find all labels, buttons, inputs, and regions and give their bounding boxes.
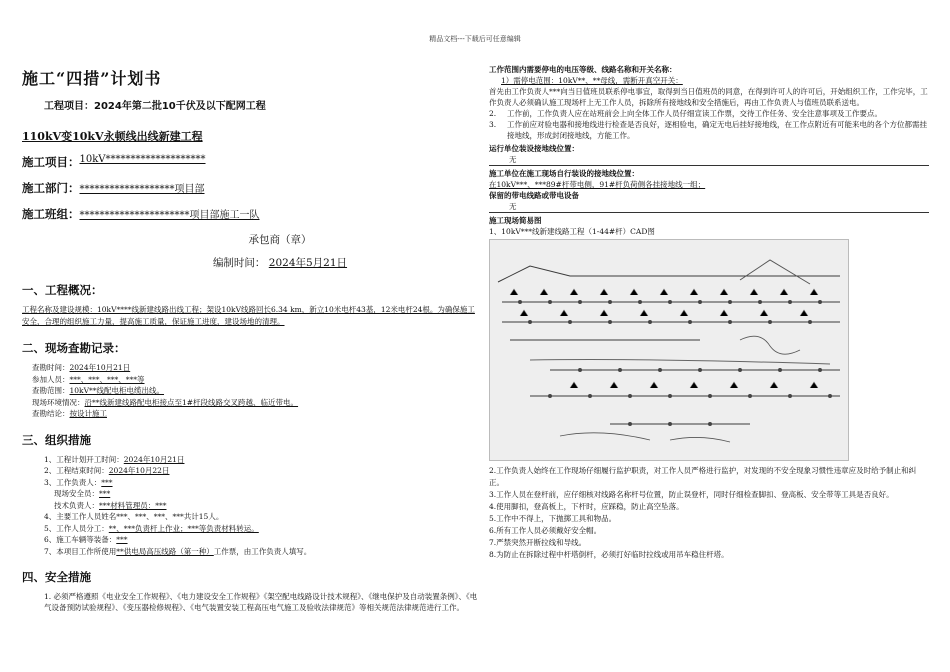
survey-value: 2024年10月21日: [69, 363, 131, 372]
org-value: 2024年10月21日: [123, 454, 185, 464]
site-sketch-photo: [489, 239, 849, 461]
org-label: 5、工作人员分工：: [44, 523, 109, 533]
org-label: 现场安全员：: [54, 489, 99, 498]
site-sketch-drawing: [490, 240, 848, 460]
site-diagram-heading: 施工现场简易图: [489, 216, 542, 225]
safety-item: 1. 必须严格遵照《电业安全工作规程》、《电力建设安全工作规程》《架空配电线路设计技术规程》、《继电保护及自动装置条例》、《电气设备预防试验规程》、《变压器检修规程》、《电气装置安装工程高压电气施工及验收法律规范》等相关规范法律规范进行工作。: [44, 592, 478, 612]
safety-item: 8.为防止在拆除过程中杆塔倒杆，必须打好临时拉线或用吊车稳住杆塔。: [489, 550, 729, 559]
outage-scope-heading: 工作范围内需要停电的电压等级、线路名称和开关名称：: [489, 65, 677, 74]
section-survey-title: 二、现场查勘记录：: [22, 341, 126, 355]
field-department: [22, 180, 478, 196]
right-column: [489, 64, 929, 561]
doc-title: 施工“四措”计划书: [22, 69, 162, 88]
item-number: 3.: [489, 120, 497, 129]
section-safety-title: 四、安全措施: [22, 570, 91, 584]
survey-row: [22, 397, 478, 409]
org-value: ***: [101, 477, 113, 487]
safety-item: 7.严禁突然开断拉线和导线。: [489, 538, 587, 547]
survey-row: [22, 374, 478, 386]
survey-value: ***、***、***、***等: [69, 374, 145, 384]
section-overview-title: 一、工程概况：: [22, 283, 103, 297]
safety-item: 6.所有工作人员必须戴好安全帽。: [489, 526, 602, 535]
field-team: [22, 206, 478, 222]
section-organization-title: 三、组织措施: [22, 432, 91, 447]
survey-label: 查勘范围：: [32, 386, 70, 395]
left-column: [22, 66, 478, 613]
compile-label: 编制时间：: [212, 257, 266, 269]
field-value: *******************项目部: [79, 184, 205, 195]
safety-item: 5.工作中不得上，下抛掷工具和物品。: [489, 514, 617, 523]
item-text: 工作前，工作负责人应在站班前会上向全体工作人员仔细宣读工作票，交待工作任务、安全注意事项及工作要点。: [507, 109, 882, 118]
numbered-item: [489, 119, 929, 141]
survey-value: 沿**线新建线路配电柜接点至1#杆段线路交叉跨越、临近带电。: [84, 397, 299, 407]
survey-label: 现场环境情况：: [32, 397, 85, 407]
overview-text: 工程名称及建设规模：10kV****线新建线路出线工程；架设10kV线路回长6.34 km，新立10米电杆43基，12米电杆24根。为确保施工安全，合理的组织施工力量，提高施工质量，保证施工进度，建设场地的清理。: [22, 305, 475, 326]
org-value: ***: [116, 535, 128, 544]
org-value: 2024年10月22日: [108, 466, 170, 475]
item-text: 工作前应对验电器和接地线进行检查是否良好，逐相验电，确定无电后挂好接地线，在工作点附近有可能来电的各个方位都需挂接地线，形成封闭接地线，方能工作。: [507, 120, 927, 140]
safety-bottom-list: [489, 465, 929, 561]
outage-procedure: 首先由工作负责人***向当日值班员联系停电事宜，取得到当日值班员的同意，在得到许可人的许可后，开始组织工作，工作完毕，工作负责人必须确认施工现场杆上无工作人员，拆除所有接地线和安全措施后，再由工作负责人与值班员联系送电。: [489, 87, 928, 107]
org-row: [22, 454, 478, 466]
field-label: 施工部门：: [22, 181, 80, 195]
self-ground-heading: 施工单位在施工现场自行装设的接地线位置：: [489, 169, 639, 178]
org-row: [22, 511, 478, 523]
project-line: 工程项目：2024年第二批10千伏及以下配网工程: [44, 101, 266, 112]
org-label: 技术负责人：: [54, 500, 99, 510]
survey-value: 按设计施工: [69, 409, 107, 418]
ground-wire-heading: 运行单位装设接地线位置：: [489, 144, 579, 153]
org-label: 6、施工车辆等装备：: [44, 535, 117, 544]
survey-row: [22, 385, 478, 397]
survey-value: 10kV**线配电柜电缆出线。: [69, 386, 165, 395]
field-project: [22, 154, 478, 170]
sub-title: 110kV变10kV永顿线出线新建工程: [22, 130, 203, 143]
org-tail: 工作票，由工作负责人填写。: [213, 546, 312, 556]
org-label: 3、工作负责人：: [44, 477, 102, 487]
field-value: **********************项目部施工一队: [79, 210, 260, 221]
survey-row: [22, 362, 478, 374]
org-value: ***: [99, 489, 111, 498]
survey-row: [22, 408, 478, 420]
org-label: 1、工程计划开工时间：: [44, 454, 124, 464]
compile-date: 2024年5月21日: [268, 257, 348, 269]
item-number: 2.: [489, 109, 497, 118]
survey-label: 查勘时间：: [32, 363, 70, 372]
safety-item: 2.工作负责人始终在工作现场仔细履行监护职责，对工作人员严格进行监护，对发现的不安全现象习惯性违章应及时给予制止和纠正。: [489, 466, 917, 487]
org-label: 7、本项目工作所使用: [44, 546, 117, 556]
org-row: [22, 534, 478, 546]
safety-item: 3.工作人员在登杆前，应仔细核对线路名称杆号位置，防止误登杆，同时仔细检查脚扣、登高板、安全带等工具是否良好。: [489, 490, 894, 499]
self-ground-value: 在10kV***、***89#杆带电侧，91#杆负荷侧各挂接地线一组；: [489, 180, 706, 189]
org-value: **供电局高压线路（第一种）: [116, 546, 214, 556]
field-label: 施工项目：: [22, 155, 80, 169]
org-row: [22, 546, 478, 558]
org-row: [22, 500, 478, 512]
safety-item: 4.使用脚扣，登高板上，下杆时，应踩稳，防止高空坠落。: [489, 502, 684, 511]
header-note: 精品文档---下载后可任意编辑: [429, 35, 521, 43]
org-row: [22, 523, 478, 535]
field-value: 10kV********************: [79, 154, 206, 165]
survey-label: 参加人员：: [32, 374, 70, 384]
compile-time: [22, 255, 478, 270]
live-equipment-heading: 保留的带电线路或带电设备: [489, 191, 579, 200]
cad-caption: 1、10kV***线新建线路工程（1-44#杆）CAD图: [489, 227, 655, 236]
org-row: [22, 477, 478, 489]
ground-wire-value: 无: [489, 154, 929, 166]
outage-scope-item: 1）需停电范围：10kV**、**母线，需断开真空开关：: [501, 76, 683, 85]
survey-label: 查勘结论：: [32, 409, 70, 418]
org-row: [22, 488, 478, 500]
field-label: 施工班组：: [22, 207, 80, 221]
org-label: 2、工程结束时间：: [44, 466, 109, 475]
org-value: ***材料管理员：***: [99, 500, 167, 510]
org-value: **、***负责杆上作业；***等负责材料转运。: [108, 523, 259, 533]
org-row: [22, 465, 478, 477]
numbered-item: [489, 108, 929, 119]
contractor-stamp: 承包商（章）: [248, 234, 312, 246]
org-label: 4、主要工作人员姓名***、***、***、***共计15人。: [44, 512, 224, 521]
live-equipment-value: 无: [489, 201, 929, 213]
